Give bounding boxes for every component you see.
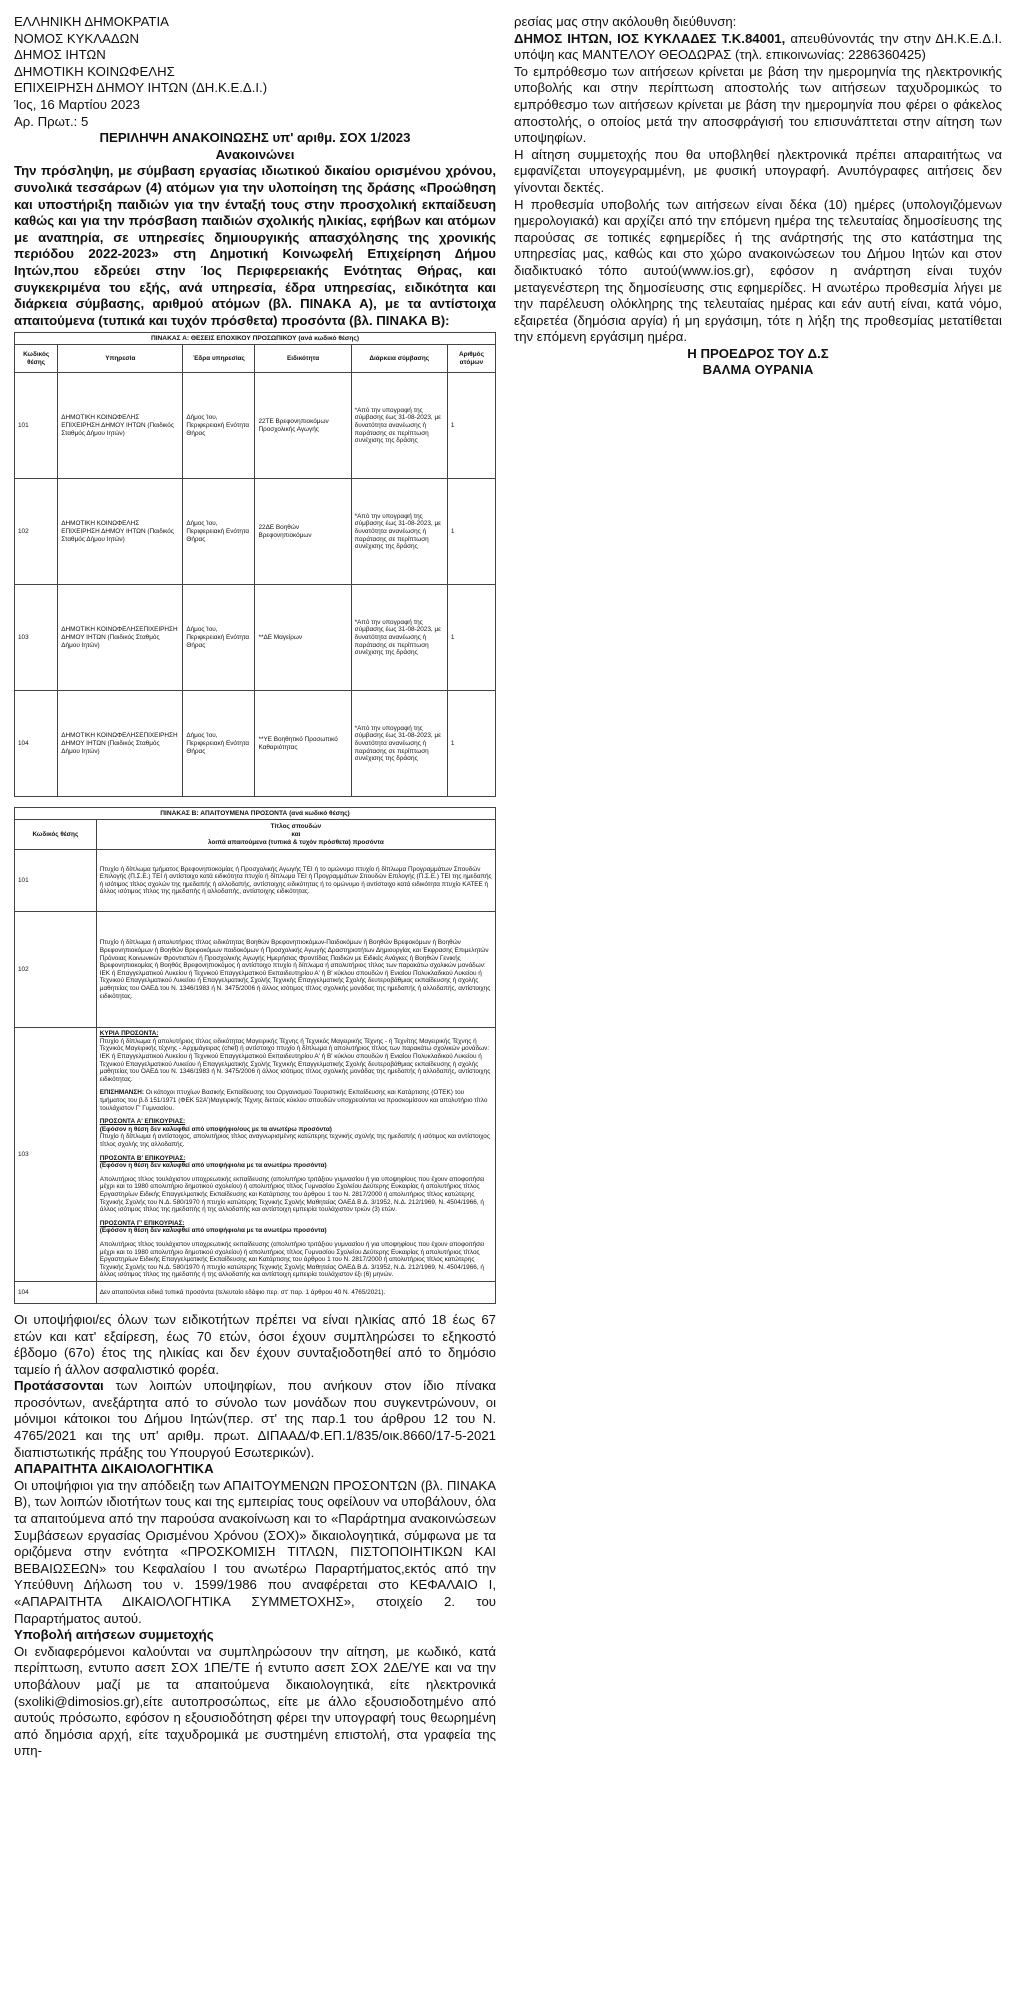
cell-seat: Δήμος Ίου, Περιφερειακή Ενότητα Θήρας	[183, 691, 255, 797]
table-header: Υπηρεσία	[58, 345, 183, 373]
signature-requirement-paragraph: Η αίτηση συμμετοχής που θα υποβληθεί ηλεκτρονικά πρέπει απαραιτήτως να εμφανίζεται υπογεγραμμένη, με φυσική υπογραφή. Ανυπόγραφες αιτήσεις δεν γίνονται δεκτές.	[514, 146, 1002, 195]
cell-code: 102	[15, 912, 97, 1028]
section-heading: ΑΠΑΡΑΙΤΗΤΑ ΔΙΚΑΙΟΛΟΓΗΤΙΚΑ	[14, 1461, 214, 1477]
table-row	[15, 850, 496, 912]
cell-code: 103	[15, 585, 58, 691]
cell-duration: *Από την υπογραφή της σύμβασης έως 31-08-2023, με δυνατότητα ανανέωσης ή παράτασης σε περίπτωση συνέχισης της δράσης	[351, 373, 447, 479]
priority-text: των λοιπών υποψηφίων, που ανήκουν στον ίδιο πίνακα προσόντων, ανεξάρτητα από το σύνολο των μονάδων που συγκεντρώνουν, οι μόνιμοι κάτοικοι του Δήμου Ιητών(περ. στ' της παρ.1 του άρθρου 12 του Ν. 4765/2021 και της υπ' αριθμ. πρωτ. ΔΙΠΑΑΔ/Φ.ΕΠ.1/835/οικ.8660/17-5-2021 διαπιστωτικής πράξης του Υπουργού Εσωτερικών).	[14, 1378, 496, 1460]
cell-specialty: 22ΤΕ Βρεφονηπιοκόμων Προσχολικής Αγωγής	[255, 373, 351, 479]
table-a-caption: ΠΙΝΑΚΑΣ Α: ΘΕΣΕΙΣ ΕΠΟΧΙΚΟΥ ΠΡΟΣΩΠΙΚΟΥ (ανά κωδικό θέσης)	[14, 332, 496, 344]
table-header: Κωδικός θέσης	[15, 820, 97, 850]
cell-qualifications: Πτυχίο ή δίπλωμα ή απολυτήριος τίτλος ειδικότητας Βοηθών Βρεφονηπιοκόμων-Παιδοκόμων ή Βοηθών Βρεφοκόμων ή Βοηθών Βρεφονηπιοκόμων ή Βοηθών Βρεφοκόμων παιδοκόμων ή Προσχολικής Αγωγής Δραστηριοτήτων Δημιουργίας και Έκφρασης Επιμελητών Πρόνοιας Κοινωνικών Φροντιστών ή Προσχολικής Αγωγής Ημερήσιας Φροντίδας Παιδιών με Ειδικές Ανάγκες ή Βοηθών Γενικής Βρεφονηπιοκομίας ή Βοηθός Βρεφονηπιοκόμος ή αντίστοιχο πτυχίο ή δίπλωμα ή απολυτήριος τίτλος των παρακάτω σχολικών μονάδων: ΙΕΚ ή Επαγγελματικού Λυκείου ή Τεχνικού Επαγγελματικού Εκπαιδευτηρίου Α' ή Β' κύκλου σπουδών ή Ενιαίου Πολυκλαδικού Λυκείου ή Τεχνικού Επαγγελματικού Λυκείου ή Επαγγελματικής Σχολής Τεχνικής Επαγγελματικής Σχολής δευτεροβάθμιας εκπαίδευσης ή σχολής μαθητείας του ΟΑΕΔ του Ν. 1346/1983 ή Ν. 3475/2006 ή άλλος ισότιμος τίτλος σχολικής μονάδας της ημεδαπής ή αλλοδαπής, αντίστοιχης ειδικότητας.	[96, 912, 495, 1028]
documents-paragraph: Οι υποψήφιοι για την απόδειξη των ΑΠΑΙΤΟΥΜΕΝΩΝ ΠΡΟΣΟΝΤΩΝ (βλ. ΠΙΝΑΚΑ Β), των λοιπών ιδιοτήτων τους και της εμπειρίας τους οφείλουν να υποβάλουν, όλα τα απαιτούμενα από την παρούσα ανακοίνωση και το «Παράρτημα ανακοινώσεων Συμβάσεων εργασίας Ορισμένου Χρόνου (ΣΟΧ)» δικαιολογητικά, σύμφωνα με τα οριζόμενα στην ενότητα «ΠΡΟΣΚΟΜΙΣΗ ΤΙΤΛΩΝ, ΠΙΣΤΟΠΟΙΗΤΙΚΩΝ ΚΑΙ ΒΕΒΑΙΩΣΕΩΝ» του Κεφαλαίου Ι του ανωτέρω Παραρτήματος,εκτός από την Υπεύθυνη Δήλωση του ν. 1599/1986 που αναφέρεται στο ΚΕΦΑΛΑΙΟ Ι, «ΑΠΑΡΑΙΤΗΤΑ ΔΙΚΑΙΟΛΟΓΗΤΙΚΑ ΣΥΜΜΕΤΟΧΗΣ», στοιχείο 2. του Παραρτήματος αυτού.	[14, 1477, 496, 1626]
section-heading: Υποβολή αιτήσεων συμμετοχής	[14, 1627, 214, 1643]
cell-service: ΔΗΜΟΤΙΚΗ ΚΟΙΝΩΦΕΛΗΣΕΠΙΧΕΙΡΗΣΗ ΔΗΜΟΥ ΙΗΤΩΝ (Παιδικός Σταθμός Δήμου Ιητών)	[58, 691, 183, 797]
cell-count: 1	[447, 691, 495, 797]
priority-paragraph	[14, 1378, 496, 1461]
table-row	[15, 1028, 496, 1282]
cell-duration: *Από την υπογραφή της σύμβασης έως 31-08-2023, με δυνατότητα ανανέωσης ή παράτασης σε περίπτωση συνέχισης της δράσης	[351, 585, 447, 691]
cell-code: 104	[15, 691, 58, 797]
qual-condition: (Εφόσον η θέση δεν καλυφθεί από υποψήφιο/ους με τα ανωτέρω προσόντα)	[99, 1125, 332, 1133]
header-title-line: Τίτλος σπουδών	[270, 823, 322, 831]
document-subtitle: Ανακοινώνει	[215, 146, 295, 162]
table-row	[15, 479, 496, 585]
header-title-line: λοιπά απαιτούμενα (τυπικά & τυχόν πρόσθετα) προσόντα	[207, 838, 384, 846]
age-paragraph: Οι υποψήφιοι/ες όλων των ειδικοτήτων πρέπει να είναι ηλικίας από 18 έως 67 ετών και κατ' εξαίρεση, έως 70 ετών, όσοι έχουν συμπληρώσει το εξηκοστό έβδομο (67ο) έτος της ηλικίας και δεν έχουν συνταξιοδοτηθεί από το δημόσιο ταμείο ή άλλον ασφαλιστικό φορέα.	[14, 1311, 496, 1377]
qual-text: Πτυχίο ή δίπλωμα ή αντίστοιχος, απολυτήριος τίτλος αναγνωρισμένης κατώτερης τεχνικής σχολής της ημεδαπής ή ισότιμος και αντίστοιχος τίτλος σχολής της αλλοδαπής.	[99, 1133, 490, 1148]
date-line: Ίος, 16 Μαρτίου 2023	[14, 96, 141, 112]
qual-text: Απολυτήριος τίτλος τουλάχιστον υποχρεωτικής εκπαίδευσης (απολυτήριο τριτάξιου γυμνασίου ή για υποψηφίους που έχουν αποφοιτήσει μέχρι και το 1980 απολυτήριο δημοτικού σχολείου) ή απολυτήριος τίτλος Γυμνασίου Σχολείου Δεύτερης Ευκαιρίας ή απολυτήριος τίτλος Εργαστηρίων Ειδικής Επαγγελματικής Εκπαίδευσης και Κατάρτισης του άρθρου 1 του Ν. 2817/2000 ή απολυτήριος τίτλος κατώτερης Τεχνικής Σχολής του Ν.Δ. 580/1970 ή πτυχίο κατώτερης Τεχνικής Σχολής Μαθητείας ΟΑΕΔ Β.Δ. 3/1952, Ν.Δ. 212/1969, Ν. 4504/1966, ή άλλος ισότιμος τίτλος της ημεδαπής ή της αλλοδαπής και αντίστοιχη εμπειρία τουλάχιστον έξι (6) μηνών.	[99, 1240, 485, 1279]
qual-condition: (Εφόσον η θέση δεν καλυφθεί από υποψήφιο/ια με τα ανωτέρω προσόντα)	[99, 1162, 327, 1170]
header-title-line: και	[291, 830, 301, 838]
table-b-caption: ΠΙΝΑΚΑΣ Β: ΑΠΑΙΤΟΥΜΕΝΑ ΠΡΟΣΟΝΤΑ (ανά κωδικό θέσης)	[14, 807, 496, 819]
cell-code: 101	[15, 373, 58, 479]
cell-code: 104	[15, 1281, 97, 1303]
header-line: ΕΠΙΧΕΙΡΗΣΗ ΔΗΜΟΥ ΙΗΤΩΝ (ΔΗ.Κ.Ε.Δ.Ι.)	[14, 80, 268, 96]
qual-condition: (Εφόσον η θέση δεν καλυφθεί από υποψήφιο/ια με τα ανωτέρω προσόντα)	[99, 1227, 327, 1235]
header-line: ΔΗΜΟΣ ΙΗΤΩΝ	[14, 47, 106, 63]
cell-seat: Δήμος Ίου, Περιφερειακή Ενότητα Θήρας	[183, 479, 255, 585]
table-header	[96, 820, 495, 850]
cell-service: ΔΗΜΟΤΙΚΗ ΚΟΙΝΩΦΕΛΗΣ ΕΠΙΧΕΙΡΗΣΗ ΔΗΜΟΥ ΙΗΤΩΝ (Παιδικός Σταθμός Δήμου Ιητών)	[58, 479, 183, 585]
qual-heading: ΠΡΟΣΟΝΤΑ Β' ΕΠΙΚΟΥΡΙΑΣ:	[99, 1154, 186, 1162]
table-header: Έδρα υπηρεσίας	[183, 345, 255, 373]
address-paragraph	[514, 31, 1002, 64]
qual-heading: ΠΡΟΣΟΝΤΑ Γ' ΕΠΙΚΟΥΡΙΑΣ:	[99, 1219, 185, 1227]
qual-text: Απολυτήριος τίτλος τουλάχιστον υποχρεωτικής εκπαίδευσης (απολυτήριο τριτάξιου γυμνασίου ή για υποψηφίους που έχουν αποφοιτήσει μέχρι και το 1980 απολυτήριο δημοτικού σχολείου) ή απολυτήριος τίτλος Γυμνασίου Σχολείου Δεύτερης Ευκαιρίας ή απολυτήριος τίτλος Εργαστηρίων Ειδικής Επαγγελματικής Εκπαίδευσης και Κατάρτισης του άρθρου 1 του Ν. 2817/2000 ή απολυτήριος τίτλος κατώτερης Τεχνικής Σχολής του Ν.Δ. 580/1970 ή πτυχίο κατώτερης Τεχνικής Σχολής Μαθητείας ΟΑΕΔ Β.Δ. 3/1952, Ν.Δ. 212/1969, Ν. 4504/1966, ή άλλος ισότιμος τίτλος της ημεδαπής ή της αλλοδαπής και αντίστοιχη εμπειρία τουλάχιστον τριών (3) ετών.	[99, 1175, 485, 1214]
address-contact: απευθύνοντάς την στην ΔΗ.Κ.Ε.Δ.Ι. υπόψη κας ΜΑΝΤΕΛΟΥ ΘΕΟΔΩΡΑΣ (τηλ. επικοινωνίας: 2286360425)	[514, 30, 1002, 63]
cell-qualifications: Πτυχίο ή δίπλωμα τμήματος Βρεφονηπιοκομίας ή Προσχολικής Αγωγής ΤΕΙ ή το ομώνυμο πτυχίο ή δίπλωμα Προγραμμάτων Σπουδών Επιλογής (Π.Σ.Ε.) ΤΕΙ ή αντίστοιχο κατά ειδικότητα πτυχίο ή δίπλωμα ΤΕΙ ή Προγραμμάτων Σπουδών Επιλογής (Π.Σ.Ε.) ΤΕΙ της ημεδαπής ή ισότιμος τίτλος σχολών της ημεδαπής ή αλλοδαπής, αντίστοιχης ειδικότητας ή το ομώνυμο ή αντίστοιχο κατά ειδικότητα πτυχίο ΚΑΤΕΕ ή άλλος ισότιμος τίτλος της ημεδαπής ή αλλοδαπής, αντίστοιχης ειδικότητας.	[96, 850, 495, 912]
table-row	[15, 585, 496, 691]
table-row	[15, 691, 496, 797]
table-row	[15, 1281, 496, 1303]
qual-heading: ΚΥΡΙΑ ΠΡΟΣΟΝΤΑ:	[99, 1030, 159, 1038]
cell-specialty: 22ΔΕ Βοηθών Βρεφονηπιοκόμων	[255, 479, 351, 585]
left-column	[14, 14, 496, 1760]
cell-service: ΔΗΜΟΤΙΚΗ ΚΟΙΝΩΦΕΛΗΣ ΕΠΙΧΕΙΡΗΣΗ ΔΗΜΟΥ ΙΗΤΩΝ (Παιδικός Σταθμός Δήμου Ιητών)	[58, 373, 183, 479]
address: ΔΗΜΟΣ ΙΗΤΩΝ, ΙΟΣ ΚΥΚΛΑΔΕΣ Τ.Κ.84001,	[514, 30, 786, 46]
cell-service: ΔΗΜΟΤΙΚΗ ΚΟΙΝΩΦΕΛΗΣΕΠΙΧΕΙΡΗΣΗ ΔΗΜΟΥ ΙΗΤΩΝ (Παιδικός Σταθμός Δήμου Ιητών)	[58, 585, 183, 691]
cell-code: 102	[15, 479, 58, 585]
qual-text: Οι κάτοχοι πτυχίων Βασικής Εκπαίδευσης του Οργανισμού Τουριστικής Εκπαίδευσης και Κατάρτισης (ΟΤΕΚ) του τμήματος του β.δ 151/1971 (ΦΕΚ 52Α')Μαγειρικής Τέχνης διετούς κύκλου σπουδών υποχρεούνται να προσκομίσουν και απολυτήριο τίτλο τουλάχιστον Γ' Γυμνασίου.	[99, 1089, 488, 1112]
cell-specialty: **ΔΕ Μαγείρων	[255, 585, 351, 691]
table-b	[14, 819, 496, 1304]
table-header: Κωδικός θέσης	[15, 345, 58, 373]
table-header: Ειδικότητα	[255, 345, 351, 373]
cell-count: 1	[447, 479, 495, 585]
protocol-number: Αρ. Πρωτ.: 5	[14, 113, 89, 129]
deadline-paragraph: Η προθεσμία υποβολής των αιτήσεων είναι δέκα (10) ημέρες (υπολογιζόμενων ημερολογιακά) και αρχίζει από την επόμενη ημέρα της τελευταίας δημοσίευσης της παρούσας σε τοπικές εφημερίδες ή της ανάρτησής της στο κατάστημα της υπηρεσίας μας, καθώς και στο χώρο ανακοινώσεων του Δήμου Ιητών και στον διαδικτυακό τόπο αυτού(www.ios.gr), εφόσον η ανάρτηση είναι τυχόν μεταγενέστερη της δημοσίευσης στις εφημερίδες. Η ανωτέρω προθεσμία λήγει με την παρέλευση ολόκληρης της τελευταίας ημέρας και εάν αυτή είναι, κατά νόμο, εξαιρετέα (δημόσια αργία) ή μη εργάσιμη, τότε η λήξη της προθεσμίας μετατίθεται την επόμενη εργάσιμη ημέρα.	[514, 196, 1002, 345]
table-header: Διάρκεια σύμβασης	[351, 345, 447, 373]
cell-specialty: **ΥΕ Βοηθητικό Προσωπικό Καθαριότητας	[255, 691, 351, 797]
right-column	[514, 14, 1002, 379]
signatory-name: ΒΑΛΜΑ ΟΥΡΑΝΙΑ	[702, 362, 814, 378]
table-a	[14, 344, 496, 797]
cell-qualifications	[96, 1028, 495, 1282]
qual-note	[100, 1089, 492, 1112]
cell-seat: Δήμος Ίου, Περιφερειακή Ενότητα Θήρας	[183, 585, 255, 691]
cell-count: 1	[447, 585, 495, 691]
signatory-title: Η ΠΡΟΕΔΡΟΣ ΤΟΥ Δ.Σ	[687, 345, 829, 361]
cell-duration: *Από την υπογραφή της σύμβασης έως 31-08-2023, με δυνατότητα ανανέωσης ή παράτασης σε περίπτωση συνέχισης της δράσης	[351, 479, 447, 585]
intro-paragraph: Την πρόσληψη, με σύμβαση εργασίας ιδιωτικού δικαίου ορισμένου χρόνου, συνολικά τεσσάρων (4) ατόμων για την υλοποίηση της δράσης «Προώθηση και υποστήριξη παιδιών για την ένταξή τους στην προσχολική εκπαίδευση καθώς και για την πρόσβαση παιδιών σχολικής ηλικίας, εφήβων και ατόμων με αναπηρία, σε υπηρεσίες δημιουργικής απασχόλησης της χρονικής περιόδου 2022-2023» στη Δημοτική Κοινωφελή Επιχείρηση Δήμου Ιητών,που εδρεύει στην Ίος Περιφερειακής Ενότητας Θήρας, και συγκεκριμένα του εξής, ανά υπηρεσία, έδρα υπηρεσίας, ειδικότητα και διάρκεια σύμβασης, αριθμού ατόμων (βλ. ΠΙΝΑΚΑ Α), με τα αντίστοιχα απαιτούμενα (τυπικά και τυχόν πρόσθετα) προσόντα (βλ. ΠΙΝΑΚΑ Β):	[14, 163, 496, 328]
qual-heading: ΠΡΟΣΟΝΤΑ Α' ΕΠΙΚΟΥΡΙΑΣ:	[99, 1118, 186, 1126]
cell-seat: Δήμος Ίου, Περιφερειακή Ενότητα Θήρας	[183, 373, 255, 479]
qual-text: Πτυχίο ή δίπλωμα ή απολυτήριος τίτλος ειδικότητας Μαγειρικής Τέχνης ή Τεχνικός Μαγειρικής Τέχνης - ή Τεχνίτης Μαγειρικής Τέχνης ή Τεχνικός Μαγειρικής τέχνης - Αρχιμάγειρας (chef) ή αντίστοιχο πτυχίο ή δίπλωμα ή απολυτήριος τίτλος των παρακάτω σχολικών μονάδων: ΙΕΚ ή Επαγγελματικού Λυκείου ή Τεχνικού Επαγγελματικού Εκπαιδευτηρίου Α' ή Β' κύκλου σπουδών ή Ενιαίου Πολυκλαδικού Λυκείου ή Τεχνικού Επαγγελματικού Λυκείου ή Επαγγελματικής Σχολής Τεχνικής Επαγγελματικής Σχολής δευτεροβάθμιας εκπαίδευσης ή σχολής μαθητείας του ΟΑΕΔ του Ν. 1346/1983 ή Ν. 3475/2006 ή άλλος ισότιμος τίτλος σχολικής μονάδας της ημεδαπής ή αλλοδαπής, αντίστοιχης ειδικότητας.	[99, 1037, 491, 1083]
qual-heading: ΕΠΙΣΗΜΑΝΣΗ:	[99, 1089, 145, 1097]
header-line: ΝΟΜΟΣ ΚΥΚΛΑΔΩΝ	[14, 30, 140, 46]
cell-duration: *Από την υπογραφή της σύμβασης έως 31-08-2023, με δυνατότητα ανανέωσης ή παράτασης σε περίπτωση συνέχισης της δράσης	[351, 691, 447, 797]
timeliness-paragraph: Το εμπρόθεσμο των αιτήσεων κρίνεται με βάση την ημερομηνία της ηλεκτρονικής υποβολής και στην περίπτωση αποστολής των αιτήσεων ταχυδρομικώς το εμπρόθεσμο των αιτήσεων κρίνεται με βάση την ημερομηνία που φέρει ο φάκελος αποστολής, ο οποίος μετά την αποσφράγισή του επισυνάπτεται στην αίτηση των υποψηφίων.	[514, 63, 1002, 146]
submission-paragraph: Οι ενδιαφερόμενοι καλούνται να συμπληρώσουν την αίτηση, με κωδικό, κατά περίπτωση, εντυπο ασεπ ΣΟΧ 1ΠΕ/ΤΕ ή εντυπο ασεπ ΣΟΧ 2ΔΕ/ΥΕ και να την υποβάλουν μαζί με τα απαιτούμενα δικαιολογητικά, είτε ηλεκτρονικά (sxoliki@dimosios.gr),είτε αυτοπροσώπως, είτε με άλλο εξουσιοδοτημένο από αυτούς πρόσωπο, εφόσον η εξουσιοδότηση φέρει την υπογραφή τους θεωρημένη από δημόσια αρχή, είτε ταχυδρομικά με συστημένη επιστολή, στα γραφεία της υπη-	[14, 1643, 496, 1759]
priority-keyword: Προτάσσονται	[14, 1378, 104, 1394]
table-header: Αριθμός ατόμων	[447, 345, 495, 373]
header-line: ΔΗΜΟΤΙΚΗ ΚΟΙΝΩΦΕΛΗΣ	[14, 63, 175, 79]
address-intro: ρεσίας μας στην ακόλουθη διεύθυνση:	[514, 14, 737, 29]
table-row	[15, 373, 496, 479]
cell-code: 103	[15, 1028, 97, 1282]
document-title: ΠΕΡΙΛΗΨΗ ΑΝΑΚΟΙΝΩΣΗΣ υπ' αριθμ. ΣΟΧ 1/2023	[99, 130, 411, 146]
cell-qualifications: Δεν απαιτούνται ειδικά τυπικά προσόντα (τελευταίο εδάφιο περ. στ' παρ. 1 άρθρου 40 Ν. 4765/2021).	[96, 1281, 495, 1303]
table-row	[15, 912, 496, 1028]
cell-count: 1	[447, 373, 495, 479]
cell-code: 101	[15, 850, 97, 912]
header-line: ΕΛΛΗΝΙΚΗ ΔΗΜΟΚΡΑΤΙΑ	[14, 14, 169, 29]
